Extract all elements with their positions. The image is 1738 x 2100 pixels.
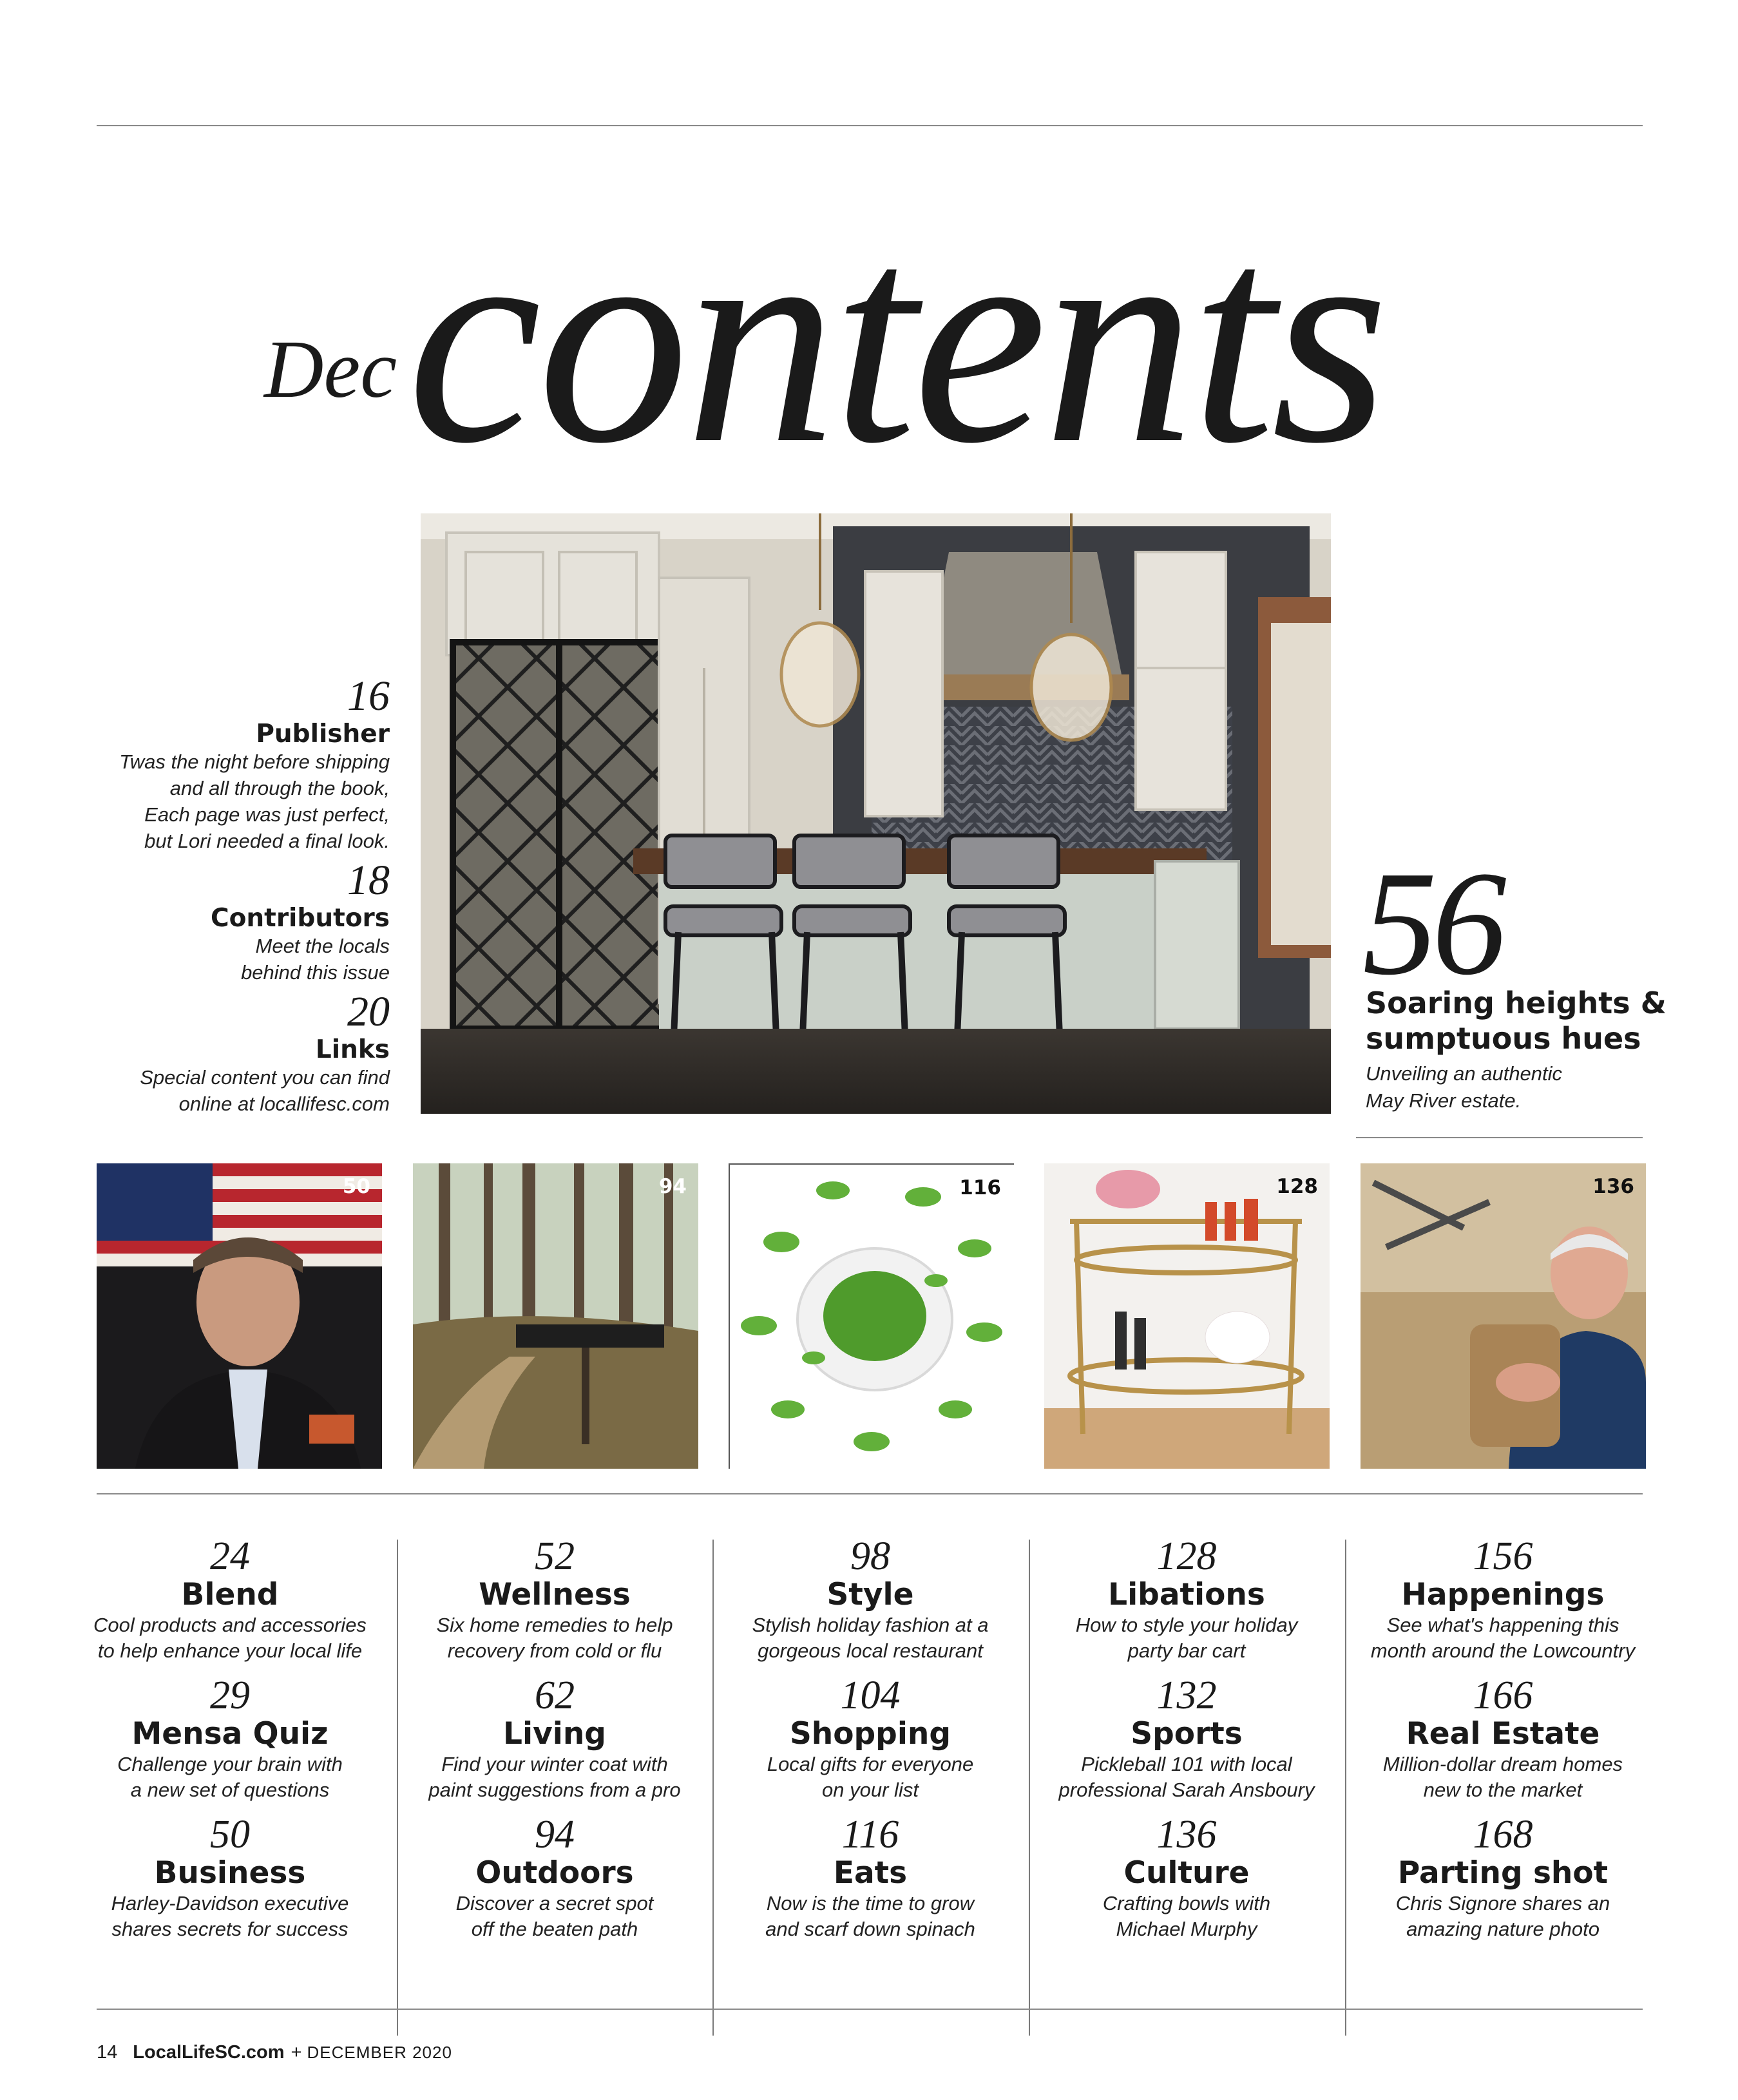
thumbnail-outdoors[interactable] bbox=[413, 1163, 698, 1469]
section-wellness[interactable] bbox=[397, 1536, 712, 1675]
thumbnail-culture[interactable] bbox=[1361, 1163, 1646, 1469]
section-description: Stylish holiday fashion at a gorgeous local restaurant bbox=[752, 1614, 989, 1663]
bottom-divider bbox=[97, 2009, 1643, 2010]
kitchen-illustration bbox=[421, 513, 1331, 1114]
section-culture[interactable] bbox=[1029, 1815, 1344, 1954]
section-title: Living bbox=[503, 1716, 606, 1752]
page-number: 166 bbox=[1473, 1674, 1533, 1717]
section-title: Style bbox=[826, 1577, 914, 1612]
sections-column-1 bbox=[72, 1536, 388, 1954]
spinach-bowl-illustration bbox=[730, 1165, 1015, 1470]
section-title: Eats bbox=[833, 1855, 908, 1891]
page-number: 98 bbox=[850, 1534, 890, 1578]
section-shopping[interactable] bbox=[712, 1675, 1028, 1815]
section-mensa-quiz[interactable] bbox=[72, 1675, 388, 1815]
thumbnail-page-number: 128 bbox=[1276, 1175, 1318, 1198]
entry-description: Twas the night before shipping and all through the book, Each page was just perfect, but Lori needed a final look. bbox=[119, 750, 390, 852]
page-number: 20 bbox=[347, 988, 390, 1035]
flag-portrait-illustration bbox=[97, 1163, 382, 1469]
footer-issue-date: DECEMBER 2020 bbox=[307, 2043, 452, 2062]
section-description: How to style your holiday party bar cart bbox=[1075, 1614, 1298, 1663]
feature-divider bbox=[1356, 1137, 1643, 1138]
page-number: 24 bbox=[210, 1534, 250, 1578]
section-title: Parting shot bbox=[1397, 1855, 1609, 1891]
feature-page-number: 56 bbox=[1362, 841, 1502, 1006]
section-blend[interactable] bbox=[72, 1536, 388, 1675]
folio-number: 14 bbox=[97, 2042, 118, 2063]
section-libations[interactable] bbox=[1029, 1536, 1344, 1675]
section-sports[interactable] bbox=[1029, 1675, 1344, 1815]
section-description: Local gifts for everyone on your list bbox=[767, 1753, 974, 1802]
entry-title: Links bbox=[315, 1035, 390, 1064]
left-entry-publisher[interactable] bbox=[64, 675, 390, 854]
section-description: Crafting bowls with Michael Murphy bbox=[1102, 1892, 1271, 1941]
section-title: Happenings bbox=[1401, 1577, 1605, 1612]
page-footer bbox=[97, 2042, 452, 2063]
section-title: Libations bbox=[1108, 1577, 1265, 1612]
page-number: 168 bbox=[1473, 1813, 1533, 1857]
thumbnail-page-number: 94 bbox=[658, 1175, 687, 1198]
thumbnails-divider bbox=[97, 1493, 1643, 1494]
page-number: 132 bbox=[1156, 1674, 1217, 1717]
section-description: Find your winter coat with paint suggestions from a pro bbox=[428, 1753, 681, 1802]
page-number: 136 bbox=[1156, 1813, 1217, 1857]
page-number: 104 bbox=[840, 1674, 901, 1717]
entry-title: Publisher bbox=[256, 720, 390, 749]
section-title: Culture bbox=[1123, 1855, 1250, 1891]
page-number: 116 bbox=[841, 1813, 899, 1857]
section-living[interactable] bbox=[397, 1675, 712, 1815]
woodworker-illustration bbox=[1361, 1163, 1646, 1469]
kitchen-feature-photo[interactable] bbox=[421, 513, 1331, 1114]
footer-separator: + bbox=[291, 2042, 302, 2063]
forest-sign-illustration bbox=[413, 1163, 698, 1469]
entry-title: Contributors bbox=[211, 904, 390, 933]
page-number: 156 bbox=[1473, 1534, 1533, 1578]
section-description: Million-dollar dream homes new to the market bbox=[1382, 1753, 1623, 1802]
page-number: 52 bbox=[535, 1534, 575, 1578]
entry-description: Special content you can find online at locallifesc.com bbox=[140, 1065, 390, 1115]
thumbnail-libations[interactable] bbox=[1044, 1163, 1330, 1469]
section-real-estate[interactable] bbox=[1345, 1675, 1661, 1815]
feature-description: Unveiling an authentic May River estate. bbox=[1366, 1062, 1563, 1112]
left-entry-links[interactable] bbox=[64, 988, 390, 1118]
footer-site-link[interactable]: LocalLifeSC.com bbox=[133, 2042, 285, 2063]
page-number: 18 bbox=[347, 857, 390, 904]
page-number: 16 bbox=[347, 673, 390, 720]
page-number: 50 bbox=[210, 1813, 250, 1857]
sections-column-2 bbox=[397, 1536, 712, 1954]
section-description: Discover a secret spot off the beaten path bbox=[455, 1892, 654, 1941]
entry-description: Meet the locals behind this issue bbox=[241, 934, 390, 984]
section-description: Challenge your brain with a new set of questions bbox=[117, 1753, 343, 1802]
section-title: Wellness bbox=[479, 1577, 631, 1612]
page-number: 128 bbox=[1156, 1534, 1217, 1578]
section-title: Real Estate bbox=[1406, 1716, 1600, 1752]
sections-column-4 bbox=[1029, 1536, 1344, 1954]
section-title: Mensa Quiz bbox=[131, 1716, 329, 1752]
section-description: Chris Signore shares an amazing nature photo bbox=[1395, 1892, 1610, 1941]
section-happenings[interactable] bbox=[1345, 1536, 1661, 1675]
section-outdoors[interactable] bbox=[397, 1815, 712, 1954]
thumbnail-eats[interactable] bbox=[729, 1163, 1014, 1469]
page-number: 29 bbox=[210, 1674, 250, 1717]
top-divider bbox=[97, 125, 1643, 126]
thumbnail-page-number: 50 bbox=[342, 1175, 370, 1198]
sections-column-5 bbox=[1345, 1536, 1661, 1954]
page-number: 62 bbox=[535, 1674, 575, 1717]
section-description: Now is the time to grow and scarf down spinach bbox=[765, 1892, 975, 1941]
section-description: Harley-Davidson executive shares secrets for success bbox=[111, 1892, 349, 1941]
left-entry-contributors[interactable] bbox=[64, 859, 390, 986]
section-title: Sports bbox=[1131, 1716, 1243, 1752]
section-title: Shopping bbox=[789, 1716, 951, 1752]
sections-column-3 bbox=[712, 1536, 1028, 1954]
section-eats[interactable] bbox=[712, 1815, 1028, 1954]
section-description: Pickleball 101 with local professional Sarah Ansboury bbox=[1058, 1753, 1315, 1802]
section-title: Blend bbox=[181, 1577, 279, 1612]
bar-cart-illustration bbox=[1044, 1163, 1330, 1469]
page-number: 94 bbox=[535, 1813, 575, 1857]
masthead-month: Dec bbox=[264, 323, 397, 415]
section-description: Cool products and accessories to help enhance your local life bbox=[93, 1614, 367, 1663]
section-description: Six home remedies to help recovery from cold or flu bbox=[436, 1614, 673, 1663]
section-description: See what's happening this month around the Lowcountry bbox=[1370, 1614, 1636, 1663]
feature-title[interactable]: Soaring heights & sumptuous hues bbox=[1366, 986, 1666, 1056]
thumbnail-page-number: 116 bbox=[959, 1176, 1001, 1199]
thumbnail-page-number: 136 bbox=[1592, 1175, 1634, 1198]
section-style[interactable] bbox=[712, 1536, 1028, 1675]
thumbnail-business[interactable] bbox=[97, 1163, 382, 1469]
masthead-title: contents bbox=[407, 170, 1386, 506]
section-title: Business bbox=[154, 1855, 306, 1891]
section-parting-shot[interactable] bbox=[1345, 1815, 1661, 1954]
section-title: Outdoors bbox=[475, 1855, 634, 1891]
section-business[interactable] bbox=[72, 1815, 388, 1954]
